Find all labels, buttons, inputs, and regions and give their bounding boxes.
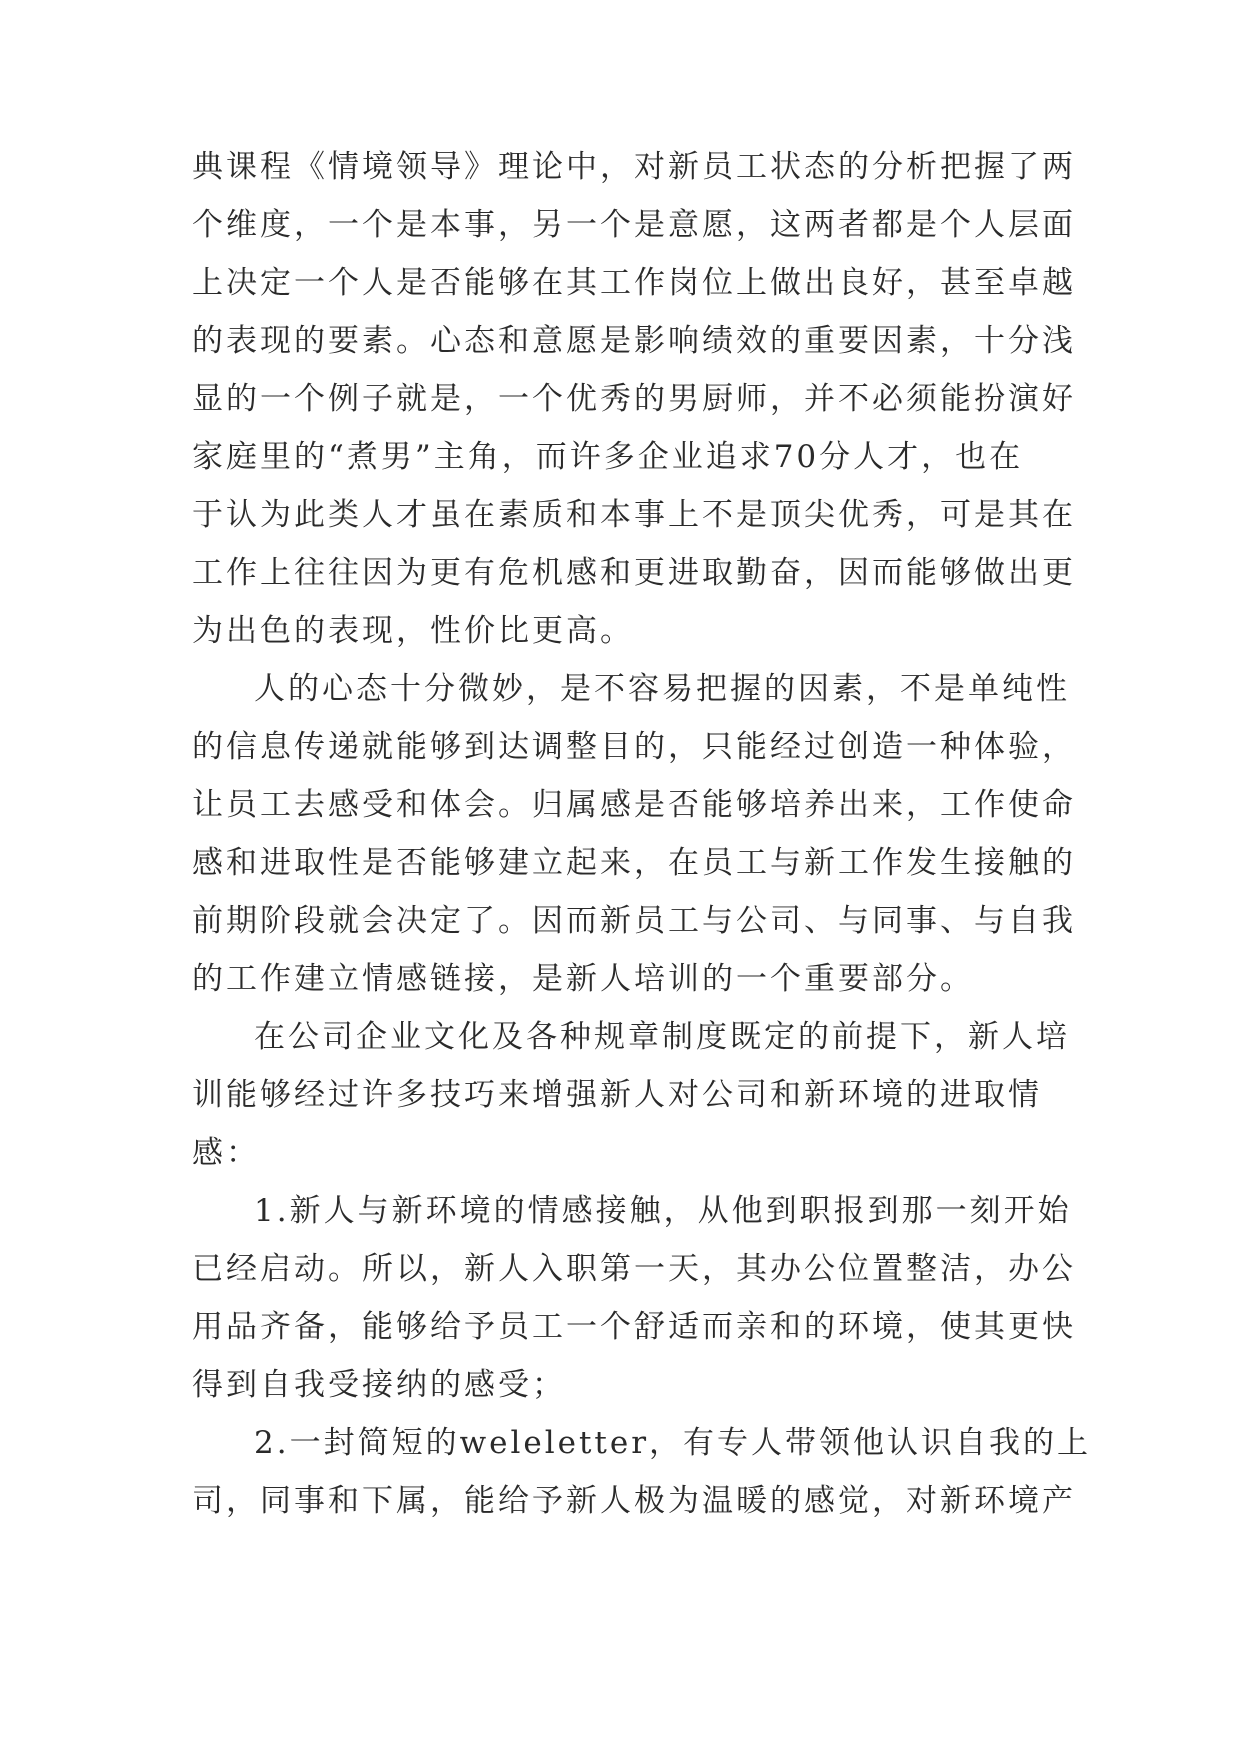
- text-line: 典课程《情境领导》理论中，对新员工状态的分析把握了两: [192, 149, 1076, 185]
- text-line: 让员工去感受和体会。归属感是否能够培养出来，工作使命: [192, 787, 1076, 823]
- paragraph-first-line: 在公司企业文化及各种规章制度既定的前提下，新人培: [254, 1019, 1070, 1055]
- text-line: 上决定一个人是否能够在其工作岗位上做出良好，甚至卓越: [192, 265, 1076, 301]
- text-line: 感和进取性是否能够建立起来，在员工与新工作发生接触的: [192, 845, 1076, 881]
- list-item-first-line: 1.新人与新环境的情感接触，从他到职报到那一刻开始: [254, 1193, 1072, 1229]
- text-line: 家庭里的“煮男”主角，而许多企业追求70分人才，也在: [192, 439, 1024, 475]
- text-line: 感：: [192, 1135, 260, 1171]
- list-item-first-line: 2.一封简短的weleletter，有专人带领他认识自我的上: [254, 1425, 1092, 1461]
- text-line: 已经启动。所以，新人入职第一天，其办公位置整洁，办公: [192, 1251, 1076, 1287]
- text-line: 的工作建立情感链接，是新人培训的一个重要部分。: [192, 961, 974, 997]
- text-line: 用品齐备，能够给予员工一个舒适而亲和的环境，使其更快: [192, 1309, 1076, 1345]
- text-line: 训能够经过许多技巧来增强新人对公司和新环境的进取情: [192, 1077, 1042, 1113]
- text-line: 显的一个例子就是，一个优秀的男厨师，并不必须能扮演好: [192, 381, 1076, 417]
- text-line: 工作上往往因为更有危机感和更进取勤奋，因而能够做出更: [192, 555, 1076, 591]
- paragraph-first-line: 人的心态十分微妙，是不容易把握的因素，不是单纯性: [254, 671, 1070, 707]
- text-line: 得到自我受接纳的感受；: [192, 1367, 566, 1403]
- text-line: 前期阶段就会决定了。因而新员工与公司、与同事、与自我: [192, 903, 1076, 939]
- text-line: 的信息传递就能够到达调整目的，只能经过创造一种体验，: [192, 729, 1076, 765]
- document-body: [192, 138, 1092, 1530]
- text-line: 个维度，一个是本事，另一个是意愿，这两者都是个人层面: [192, 207, 1076, 243]
- text-line: 于认为此类人才虽在素质和本事上不是顶尖优秀，可是其在: [192, 497, 1076, 533]
- text-line: 的表现的要素。心态和意愿是影响绩效的重要因素，十分浅: [192, 323, 1076, 359]
- text-line: 司，同事和下属，能给予新人极为温暖的感觉，对新环境产: [192, 1483, 1076, 1519]
- text-line: 为出色的表现，性价比更高。: [192, 613, 634, 649]
